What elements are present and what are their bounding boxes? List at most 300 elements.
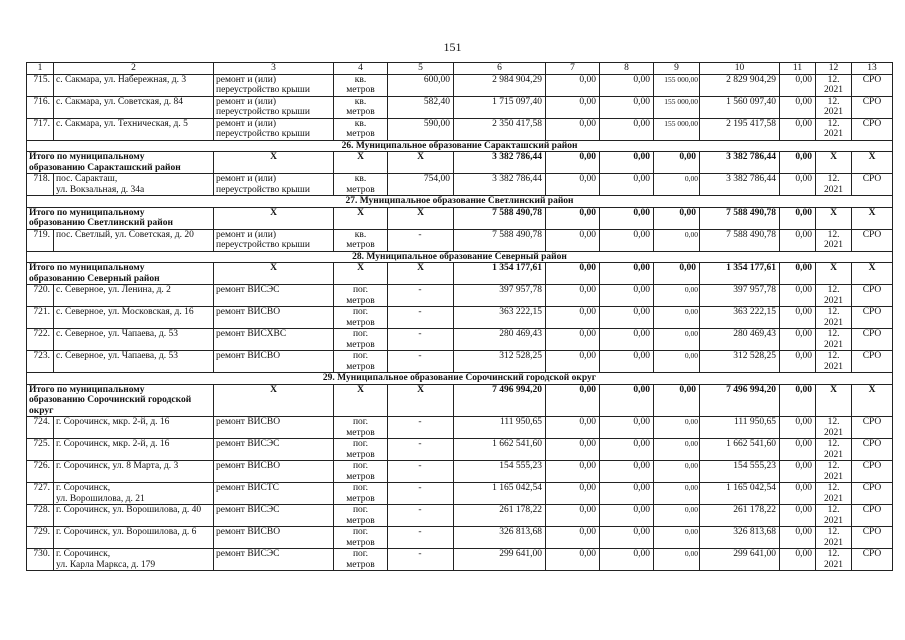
unit-line: метров [346, 537, 375, 548]
x-mark: Х [334, 207, 388, 229]
unit-line: метров [346, 559, 375, 570]
address: г. Сорочинск, мкр. 2-й, д. 16 [54, 439, 214, 461]
table-row [27, 483, 893, 505]
fund-value: 0,00 [600, 118, 654, 140]
completion-date-line: 12. [827, 439, 840, 449]
unit-line: метров [346, 471, 375, 482]
address: с. Северное, ул. Чапаева, д. 53 [54, 329, 214, 351]
section-title: 27. Муниципальное образование Светлинский район [27, 196, 893, 208]
x-mark: Х [388, 152, 454, 174]
fund-value: 0,00 [546, 329, 600, 351]
row-number: 725. [27, 439, 54, 461]
work-type [214, 96, 334, 118]
fund-value: 155 000,00 [654, 96, 700, 118]
x-mark: Х [334, 263, 388, 285]
table-row [27, 417, 893, 439]
column-number: 9 [654, 63, 700, 75]
completion-date [816, 483, 852, 505]
completion-date [816, 329, 852, 351]
fund-value: 0,00 [600, 174, 654, 196]
fund-value: 0,00 [600, 505, 654, 527]
unit-line: метров [346, 317, 375, 328]
row-number: 728. [27, 505, 54, 527]
unit-line: кв. [354, 229, 367, 240]
fund-value: 0,00 [600, 207, 654, 229]
unit-line: метров [346, 449, 375, 460]
table-row [27, 174, 893, 196]
total-cost: 299 641,00 [454, 549, 546, 571]
fund-value: 0,00 [600, 285, 654, 307]
fund-value: 0,00 [654, 527, 700, 549]
fund-value: 0,00 [600, 351, 654, 373]
table-body [27, 63, 893, 571]
total-cost: 312 528,25 [454, 351, 546, 373]
completion-date-line: 12. [827, 549, 840, 559]
subtotal-label-line: образованию Северный район [29, 273, 160, 284]
work-type-line: ремонт и (или) [216, 174, 277, 184]
total-cost: 1 165 042,54 [454, 483, 546, 505]
completion-date-line: 2021 [824, 184, 843, 195]
work-type [214, 74, 334, 96]
fund-value: 0,00 [546, 118, 600, 140]
completion-date [816, 549, 852, 571]
completion-date [816, 74, 852, 96]
fund-value: 0,00 [654, 549, 700, 571]
unit-line: метров [346, 361, 375, 372]
quantity: - [388, 229, 454, 251]
column-number: 6 [454, 63, 546, 75]
fund-value: 0,00 [600, 439, 654, 461]
subtotal-row [27, 384, 893, 417]
fund-value: 0,00 [780, 152, 816, 174]
completion-date-line: 2021 [824, 471, 843, 482]
x-mark: Х [388, 207, 454, 229]
section-heading-row [27, 140, 893, 152]
fund-value: 0,00 [780, 417, 816, 439]
fund-value: 0,00 [780, 549, 816, 571]
address: г. Сорочинск, мкр. 2-й, д. 16 [54, 417, 214, 439]
work-type: ремонт ВИСЭС [214, 505, 334, 527]
column-number: 8 [600, 63, 654, 75]
row-number: 719. [27, 229, 54, 251]
fund-value: 0,00 [600, 229, 654, 251]
quantity: 600,00 [388, 74, 454, 96]
work-type-line: ремонт и (или) [216, 118, 277, 129]
address-line: ул. Ворошилова, д. 21 [56, 493, 145, 504]
completion-date-line: 2021 [824, 427, 843, 438]
unit [334, 505, 388, 527]
quantity: - [388, 549, 454, 571]
subtotal-label-line: Итого по муниципальному [29, 207, 145, 218]
row-number: 720. [27, 285, 54, 307]
fund-value: 0,00 [780, 483, 816, 505]
fund-value: 0,00 [780, 174, 816, 196]
fund-value: 0,00 [654, 384, 700, 417]
work-type: ремонт ВИСВО [214, 351, 334, 373]
table-row [27, 549, 893, 571]
fund-value: 0,00 [780, 229, 816, 251]
organization: СРО [852, 229, 893, 251]
fund-value: 2 195 417,58 [700, 118, 780, 140]
fund-value: 0,00 [780, 384, 816, 417]
subtotal-label [27, 152, 214, 174]
unit-line: пог. [352, 461, 369, 471]
total-cost: 280 469,43 [454, 329, 546, 351]
x-mark: Х [816, 152, 852, 174]
address-line: пос. Саракташ, [56, 174, 118, 184]
organization: СРО [852, 483, 893, 505]
organization: СРО [852, 174, 893, 196]
table-row [27, 285, 893, 307]
quantity: 582,40 [388, 96, 454, 118]
unit-line: метров [346, 339, 375, 350]
unit-line: метров [346, 85, 375, 95]
x-mark: Х [334, 152, 388, 174]
x-mark: Х [388, 384, 454, 417]
unit-line: кв. [354, 74, 367, 85]
subtotal-label [27, 263, 214, 285]
completion-date-line: 12. [827, 417, 840, 427]
address: пос. Светлый, ул. Советская, д. 20 [54, 229, 214, 251]
work-type-line: переустройство крыши [216, 129, 310, 139]
x-mark: Х [852, 384, 893, 417]
table-row [27, 229, 893, 251]
quantity: - [388, 285, 454, 307]
unit-line: метров [346, 515, 375, 526]
completion-date-line: 12. [827, 174, 840, 184]
column-number: 10 [700, 63, 780, 75]
x-mark: Х [852, 207, 893, 229]
work-type-line: переустройство крыши [216, 240, 310, 250]
completion-date-line: 2021 [824, 361, 843, 372]
completion-date-line: 12. [827, 96, 840, 107]
address-line: ул. Вокзальная, д. 34а [56, 184, 145, 195]
completion-date-line: 12. [827, 285, 840, 295]
table-row [27, 329, 893, 351]
unit [334, 174, 388, 196]
table-row [27, 351, 893, 373]
section-title: 29. Муниципальное образование Сорочинский городской округ [27, 373, 893, 385]
unit-line: метров [346, 427, 375, 438]
fund-value: 0,00 [546, 461, 600, 483]
address: с. Сакмара, ул. Набережная, д. 3 [54, 74, 214, 96]
quantity: 754,00 [388, 174, 454, 196]
completion-date [816, 461, 852, 483]
row-number: 721. [27, 307, 54, 329]
fund-value: 0,00 [600, 329, 654, 351]
column-number: 3 [214, 63, 334, 75]
completion-date [816, 351, 852, 373]
fund-value: 397 957,78 [700, 285, 780, 307]
fund-value: 1 165 042,54 [700, 483, 780, 505]
subtotal-row [27, 152, 893, 174]
x-mark: Х [214, 207, 334, 229]
row-number: 723. [27, 351, 54, 373]
completion-date [816, 439, 852, 461]
column-number-header [27, 63, 893, 75]
x-mark: Х [852, 152, 893, 174]
unit-line: пог. [352, 285, 369, 295]
work-type: ремонт ВИСЭС [214, 285, 334, 307]
address: с. Северное, ул. Московская, д. 16 [54, 307, 214, 329]
fund-value: 0,00 [780, 96, 816, 118]
completion-date-line: 12. [827, 483, 840, 493]
completion-date [816, 174, 852, 196]
fund-value: 0,00 [546, 417, 600, 439]
completion-date-line: 2021 [824, 85, 843, 95]
fund-value: 0,00 [654, 417, 700, 439]
organization: СРО [852, 74, 893, 96]
quantity: - [388, 351, 454, 373]
total-cost: 326 813,68 [454, 527, 546, 549]
fund-value: 0,00 [780, 505, 816, 527]
table-row [27, 74, 893, 96]
section-title: 28. Муниципальное образование Северный район [27, 251, 893, 263]
completion-date-line: 2021 [824, 107, 843, 117]
unit-line: пог. [352, 549, 369, 559]
fund-value: 0,00 [600, 549, 654, 571]
fund-value: 0,00 [780, 329, 816, 351]
quantity: - [388, 527, 454, 549]
unit-line: пог. [352, 417, 369, 427]
completion-date-line: 12. [827, 461, 840, 471]
address-line: г. Сорочинск, [56, 483, 111, 493]
completion-date [816, 527, 852, 549]
unit [334, 74, 388, 96]
total-cost: 397 957,78 [454, 285, 546, 307]
fund-value: 0,00 [600, 527, 654, 549]
work-type [214, 118, 334, 140]
address [54, 483, 214, 505]
row-number: 715. [27, 74, 54, 96]
fund-value: 0,00 [546, 505, 600, 527]
fund-value: 0,00 [600, 152, 654, 174]
column-number: 7 [546, 63, 600, 75]
unit [334, 461, 388, 483]
fund-value: 363 222,15 [700, 307, 780, 329]
quantity: 590,00 [388, 118, 454, 140]
unit-line: пог. [352, 439, 369, 449]
x-mark: Х [214, 384, 334, 417]
fund-value: 0,00 [600, 417, 654, 439]
organization: СРО [852, 417, 893, 439]
x-mark: Х [214, 263, 334, 285]
section-heading-row [27, 196, 893, 208]
work-type: ремонт ВИСТС [214, 483, 334, 505]
fund-value: 0,00 [546, 351, 600, 373]
fund-value: 0,00 [780, 527, 816, 549]
fund-value: 7 588 490,78 [700, 229, 780, 251]
row-number: 722. [27, 329, 54, 351]
fund-value: 0,00 [780, 307, 816, 329]
unit [334, 351, 388, 373]
section-heading-row [27, 373, 893, 385]
fund-value: 280 469,43 [700, 329, 780, 351]
section-title: 26. Муниципальное образование Саракташский район [27, 140, 893, 152]
fund-value: 0,00 [546, 307, 600, 329]
row-number: 727. [27, 483, 54, 505]
completion-date-line: 2021 [824, 295, 843, 306]
completion-date-line: 2021 [824, 537, 843, 548]
fund-value: 1 354 177,61 [700, 263, 780, 285]
fund-value: 0,00 [600, 74, 654, 96]
address: с. Сакмара, ул. Техническая, д. 5 [54, 118, 214, 140]
unit-line: пог. [352, 505, 369, 515]
work-type: ремонт ВИСЭС [214, 549, 334, 571]
total-cost: 3 382 786,44 [454, 152, 546, 174]
section-heading-row [27, 251, 893, 263]
organization: СРО [852, 285, 893, 307]
completion-date-line: 12. [827, 118, 840, 129]
x-mark: Х [816, 207, 852, 229]
fund-value: 0,00 [600, 461, 654, 483]
fund-value: 0,00 [654, 285, 700, 307]
fund-value: 0,00 [600, 483, 654, 505]
row-number: 729. [27, 527, 54, 549]
organization: СРО [852, 96, 893, 118]
work-type-line: ремонт и (или) [216, 229, 277, 240]
unit [334, 285, 388, 307]
organization: СРО [852, 549, 893, 571]
fund-value: 1 560 097,40 [700, 96, 780, 118]
work-type-line: переустройство крыши [216, 85, 310, 95]
fund-value: 0,00 [546, 263, 600, 285]
total-cost: 154 555,23 [454, 461, 546, 483]
unit [334, 329, 388, 351]
unit [334, 229, 388, 251]
fund-value: 312 528,25 [700, 351, 780, 373]
organization: СРО [852, 329, 893, 351]
unit-line: метров [346, 107, 375, 117]
x-mark: Х [388, 263, 454, 285]
unit-line: пог. [352, 527, 369, 537]
total-cost: 7 496 994,20 [454, 384, 546, 417]
unit [334, 527, 388, 549]
subtotal-row [27, 263, 893, 285]
subtotal-label-line: Итого по муниципальному [29, 263, 145, 273]
address-line: г. Сорочинск, [56, 549, 111, 559]
column-number: 1 [27, 63, 54, 75]
unit-line: пог. [352, 351, 369, 361]
unit-line: пог. [352, 483, 369, 493]
unit-line: кв. [354, 96, 367, 107]
fund-value: 0,00 [546, 527, 600, 549]
unit-line: пог. [352, 329, 369, 339]
address: с. Северное, ул. Чапаева, д. 53 [54, 351, 214, 373]
fund-value: 0,00 [546, 483, 600, 505]
fund-value: 0,00 [654, 263, 700, 285]
fund-value: 0,00 [546, 207, 600, 229]
fund-value: 0,00 [780, 461, 816, 483]
subtotal-label-line: образованию Светлинский район [29, 218, 173, 228]
organization: СРО [852, 439, 893, 461]
fund-value: 3 382 786,44 [700, 152, 780, 174]
quantity: - [388, 307, 454, 329]
register-table [26, 62, 893, 571]
column-number: 13 [852, 63, 893, 75]
fund-value: 0,00 [546, 229, 600, 251]
fund-value: 0,00 [654, 351, 700, 373]
unit [334, 96, 388, 118]
fund-value: 0,00 [546, 152, 600, 174]
completion-date [816, 118, 852, 140]
unit-line: метров [346, 129, 375, 139]
fund-value: 261 178,22 [700, 505, 780, 527]
fund-value: 0,00 [654, 207, 700, 229]
work-type: ремонт ВИСХВС [214, 329, 334, 351]
completion-date [816, 285, 852, 307]
organization: СРО [852, 351, 893, 373]
work-type: ремонт ВИСЭС [214, 439, 334, 461]
unit [334, 118, 388, 140]
work-type-line: ремонт и (или) [216, 74, 277, 85]
subtotal-label-line: Итого по муниципальному [29, 384, 145, 395]
subtotal-label-line: образованию Саракташский район [29, 162, 181, 173]
x-mark: Х [334, 384, 388, 417]
organization: СРО [852, 461, 893, 483]
total-cost: 363 222,15 [454, 307, 546, 329]
fund-value: 0,00 [780, 285, 816, 307]
work-type [214, 229, 334, 251]
fund-value: 155 000,00 [654, 74, 700, 96]
unit-line: метров [346, 184, 375, 195]
total-cost: 1 715 097,40 [454, 96, 546, 118]
quantity: - [388, 505, 454, 527]
total-cost: 261 178,22 [454, 505, 546, 527]
address: г. Сорочинск, ул. Ворошилова, д. 6 [54, 527, 214, 549]
fund-value: 154 555,23 [700, 461, 780, 483]
fund-value: 0,00 [780, 118, 816, 140]
completion-date-line: 2021 [824, 515, 843, 526]
fund-value: 0,00 [546, 439, 600, 461]
fund-value: 0,00 [654, 152, 700, 174]
column-number: 4 [334, 63, 388, 75]
organization: СРО [852, 307, 893, 329]
completion-date-line: 12. [827, 351, 840, 361]
subtotal-label-line: образованию Сорочинский городской [29, 395, 192, 405]
row-number: 716. [27, 96, 54, 118]
column-number: 11 [780, 63, 816, 75]
total-cost: 1 354 177,61 [454, 263, 546, 285]
page-number: 151 [443, 40, 462, 54]
fund-value: 0,00 [654, 174, 700, 196]
fund-value: 155 000,00 [654, 118, 700, 140]
column-number: 5 [388, 63, 454, 75]
work-type-line: ремонт и (или) [216, 96, 277, 107]
total-cost: 3 382 786,44 [454, 174, 546, 196]
fund-value: 0,00 [546, 549, 600, 571]
fund-value: 0,00 [780, 74, 816, 96]
quantity: - [388, 417, 454, 439]
fund-value: 0,00 [600, 384, 654, 417]
fund-value: 0,00 [654, 505, 700, 527]
unit [334, 307, 388, 329]
address [54, 549, 214, 571]
unit-line: метров [346, 240, 375, 250]
subtotal-label [27, 384, 214, 417]
row-number: 724. [27, 417, 54, 439]
total-cost: 2 984 904,29 [454, 74, 546, 96]
organization: СРО [852, 505, 893, 527]
row-number: 717. [27, 118, 54, 140]
table-row [27, 461, 893, 483]
unit [334, 549, 388, 571]
work-type: ремонт ВИСВО [214, 461, 334, 483]
completion-date-line: 2021 [824, 449, 843, 460]
fund-value: 0,00 [600, 263, 654, 285]
column-number: 2 [54, 63, 214, 75]
work-type-line: переустройство крыши [216, 107, 310, 117]
